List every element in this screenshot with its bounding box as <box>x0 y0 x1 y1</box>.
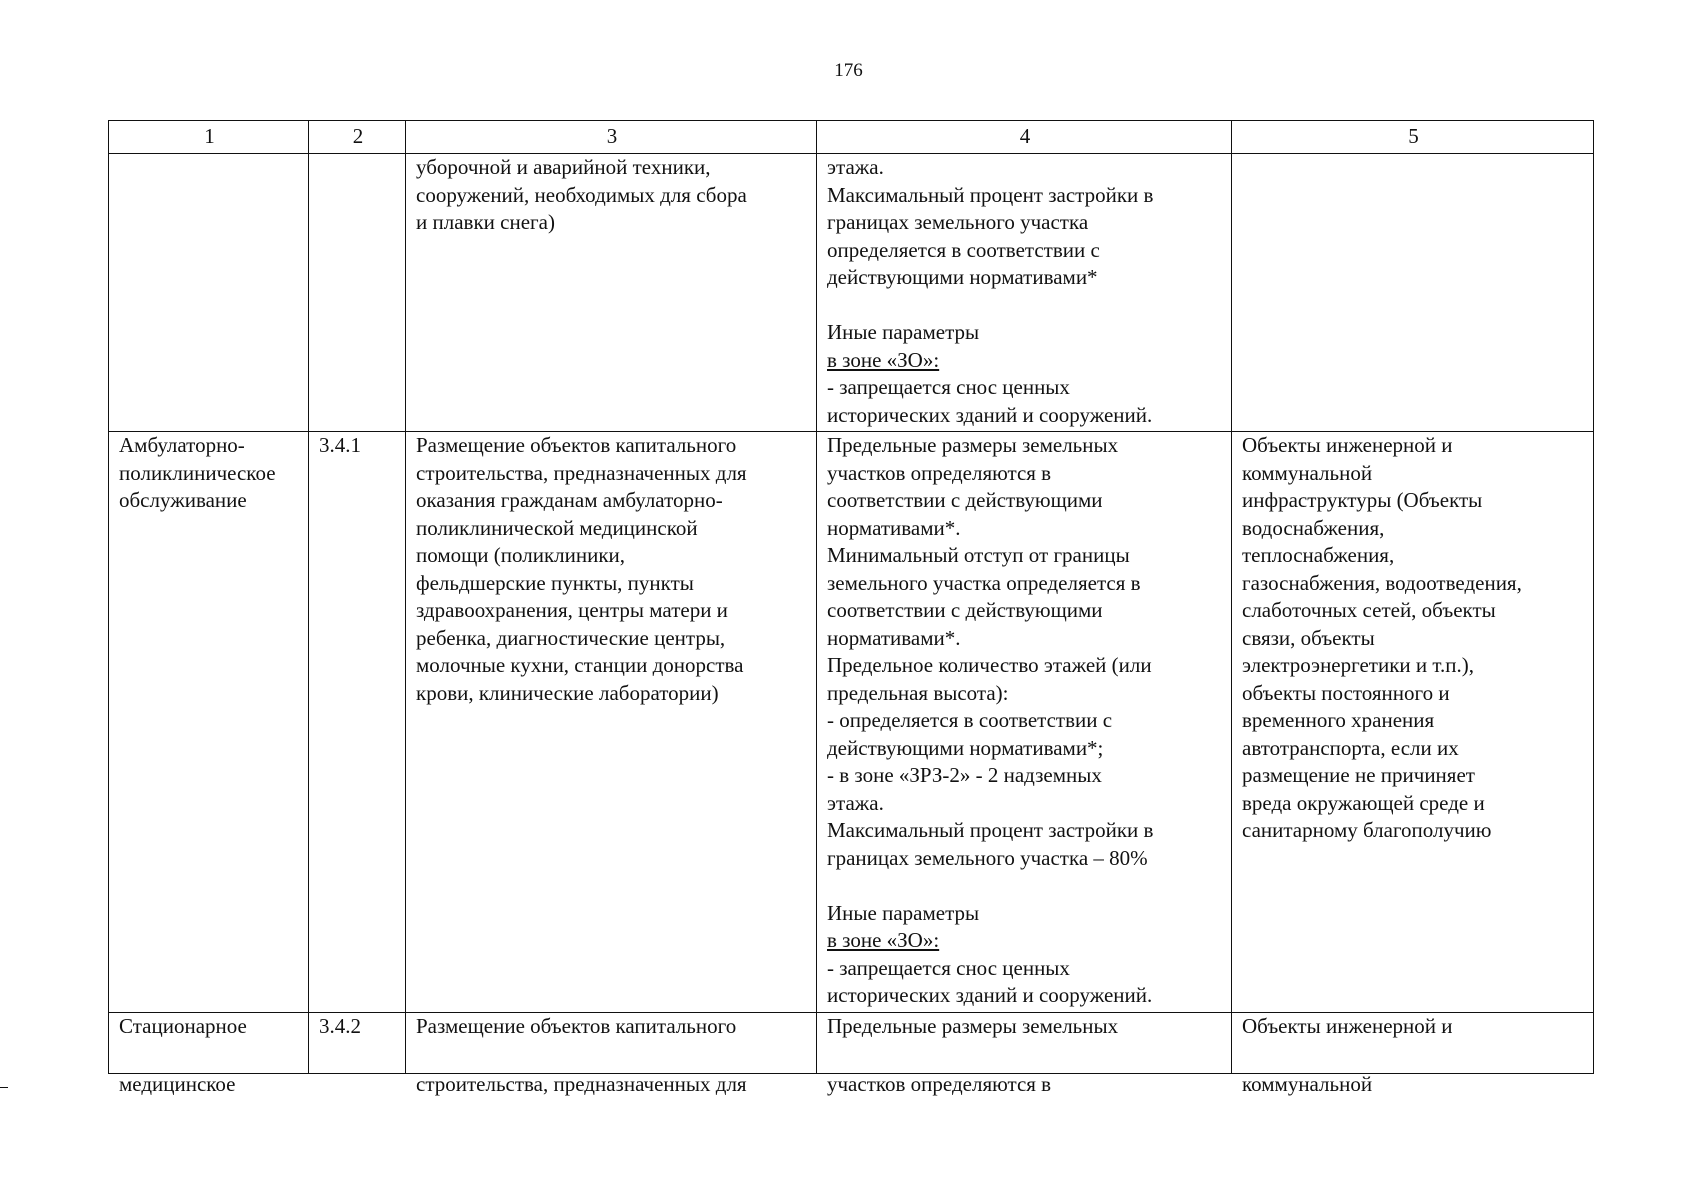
code-cell <box>309 154 406 432</box>
code-cell: 3.4.1 <box>309 432 406 1013</box>
zone-underlined-label: в зоне «ЗО»: <box>827 347 940 372</box>
header-cell-5: 5 <box>1232 121 1594 154</box>
parameters-cell: Предельные размеры земельных участков определяются в соответствии с действующими нормативами*. Минимальный отступ от границы земельного участка определяется в соответствии с действующими нормативами*. Предельное количество этажей (или предельная высота): - определяется в соответствии с действующими нормативами*; - в зоне «ЗРЗ-2» - 2 надземных этажа. Максимальный процент застройки в границах земельного участка – 80% Иные параметры в зоне «ЗО»: - запрещается снос ценных исторических зданий и сооружений. <box>817 432 1232 1013</box>
code-cell: 3.4.2 <box>309 1012 406 1073</box>
page-number: 176 <box>834 60 863 81</box>
table-row <box>109 1012 1594 1073</box>
name-cell: Стационарное медицинское <box>109 1012 309 1073</box>
regulations-table <box>108 120 1594 1096</box>
description-cell: уборочной и аварийной техники, сооружений, необходимых для сбора и плавки снега) <box>406 154 817 432</box>
note-cell <box>1232 154 1594 432</box>
margin-mark <box>0 1087 8 1088</box>
table-header-row <box>109 121 1594 154</box>
name-cell <box>109 154 309 432</box>
table-row <box>109 432 1594 1013</box>
header-cell-2: 2 <box>309 121 406 154</box>
name-cell: Амбулаторно- поликлиническое обслуживание <box>109 432 309 1013</box>
description-cell: Размещение объектов капитального строительства, предназначенных для <box>406 1012 817 1073</box>
description-cell: Размещение объектов капитального строительства, предназначенных для оказания гражданам амбулаторно- поликлинической медицинской помощи (поликлиники, фельдшерские пункты, пункты здравоохранения, центры матери и ребенка, диагностические центры, молочные кухни, станции донорства крови, клинические лаборатории) <box>406 432 817 1013</box>
parameters-cell: Предельные размеры земельных участков определяются в <box>817 1012 1232 1073</box>
header-cell-4: 4 <box>817 121 1232 154</box>
zone-underlined-label: в зоне «ЗО»: <box>827 928 940 952</box>
header-cell-1: 1 <box>109 121 309 154</box>
note-cell: Объекты инженерной и коммунальной инфраструктуры (Объекты водоснабжения, теплоснабжения, газоснабжения, водоотведения, слаботочных сетей, объекты связи, объекты электроэнергетики и т.п.), объекты постоянного и временного хранения автотранспорта, если их размещение не причиняет вреда окружающей среде и санитарному благополучию <box>1232 432 1594 1013</box>
table-row <box>109 154 1594 432</box>
header-cell-3: 3 <box>406 121 817 154</box>
parameters-cell: этажа. Максимальный процент застройки в границах земельного участка определяется в соответствии с действующими нормативами* Иные параметры в зоне «ЗО»: - запрещается снос ценных исторических зданий и сооружений. <box>817 154 1232 432</box>
note-cell: Объекты инженерной и коммунальной <box>1232 1012 1594 1073</box>
